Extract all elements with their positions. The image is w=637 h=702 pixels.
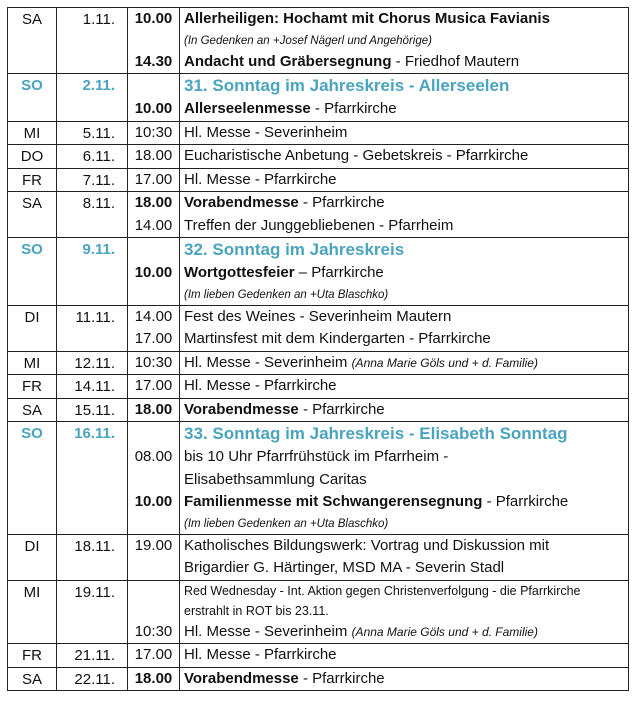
- time-line: [128, 262, 179, 285]
- event-time: 14.30: [134, 52, 173, 70]
- description-cell: [180, 145, 629, 169]
- time-line: [128, 621, 179, 644]
- event-title: Vorabendmesse: [184, 194, 299, 211]
- event-line: [184, 98, 628, 121]
- schedule-row: [8, 534, 629, 580]
- time-line: [128, 285, 179, 305]
- event-location: bis 10 Uhr Pfarrfrühstück im Pfarrheim -: [184, 448, 449, 465]
- event-location: - Pfarrkirche: [482, 493, 569, 510]
- date-cell: 2.11.: [57, 74, 128, 122]
- date-cell: 11.11.: [57, 305, 128, 351]
- description-cell: [180, 422, 629, 535]
- event-time: 10.00: [134, 10, 173, 27]
- event-title: Andacht und Gräbersegnung: [184, 52, 392, 70]
- event-line: erstrahlt in ROT bis 23.11.: [184, 603, 329, 618]
- event-time: 18.00: [134, 400, 173, 418]
- schedule-row: [8, 375, 629, 399]
- description-cell: [180, 192, 629, 238]
- day-cell: DO: [8, 145, 57, 169]
- time-line: [128, 668, 179, 691]
- time-line: [128, 169, 179, 192]
- time-line: [128, 31, 179, 51]
- event-line: [184, 145, 628, 168]
- event-line: [184, 469, 628, 492]
- event-title: Vorabendmesse: [184, 400, 299, 418]
- description-cell: [180, 8, 629, 74]
- event-location: Hl. Messe - Severinheim: [184, 353, 352, 371]
- time-line: [128, 145, 179, 168]
- time-line: [128, 581, 179, 601]
- schedule-row: [8, 580, 629, 644]
- event-location: - Pfarrkirche: [310, 100, 397, 117]
- date-cell: 6.11.: [57, 145, 128, 169]
- day-cell: SA: [8, 398, 57, 422]
- event-line: [184, 621, 628, 644]
- event-line: [184, 668, 628, 691]
- date-cell: 5.11.: [57, 121, 128, 145]
- time-cell: [128, 305, 180, 351]
- date-cell: 15.11.: [57, 398, 128, 422]
- description-cell: [180, 168, 629, 192]
- event-time: 18.00: [134, 669, 173, 687]
- description-cell: [180, 534, 629, 580]
- event-line: [184, 122, 628, 145]
- event-location: Martinsfest mit dem Kindergarten - Pfarrkirche: [184, 330, 491, 347]
- schedule-row: [8, 398, 629, 422]
- event-location: - Pfarrkirche: [298, 669, 385, 687]
- time-line: [128, 328, 179, 351]
- schedule-row: [8, 192, 629, 238]
- day-cell: DI: [8, 305, 57, 351]
- event-title: Allerseelenmesse: [184, 100, 311, 117]
- event-time: 17.00: [134, 170, 173, 188]
- description-cell: [180, 238, 629, 306]
- time-line: [128, 491, 179, 514]
- event-location: Hl. Messe - Pfarrkirche: [184, 646, 337, 663]
- event-time: 14.00: [134, 216, 173, 234]
- event-line: [184, 352, 628, 375]
- time-line: [128, 122, 179, 145]
- time-line: [128, 306, 179, 329]
- date-cell: 9.11.: [57, 238, 128, 306]
- event-line: [184, 446, 628, 469]
- event-location: Elisabethsammlung Caritas: [184, 470, 367, 488]
- event-location: Hl. Messe - Pfarrkirche: [184, 170, 337, 188]
- time-line: [128, 192, 179, 215]
- schedule-row: [8, 422, 629, 535]
- time-line: [128, 644, 179, 667]
- event-line: [184, 491, 628, 514]
- event-time: 10.00: [134, 264, 173, 281]
- schedule-row: [8, 74, 629, 122]
- day-cell: SA: [8, 8, 57, 74]
- event-time: 18.00: [134, 194, 173, 211]
- event-location: - Friedhof Mautern: [391, 52, 520, 70]
- date-cell: 8.11.: [57, 192, 128, 238]
- time-line: [128, 98, 179, 121]
- event-schedule-table: [7, 7, 629, 691]
- event-location: Treffen der Junggebliebenen - Pfarrheim: [184, 216, 454, 234]
- time-cell: [128, 351, 180, 375]
- event-title: Allerheiligen: Hochamt mit Chorus Musica Favianis: [184, 10, 550, 27]
- day-cell: SO: [8, 74, 57, 122]
- description-cell: [180, 375, 629, 399]
- time-cell: [128, 8, 180, 74]
- event-time: 14.00: [134, 307, 173, 325]
- schedule-row: [8, 145, 629, 169]
- event-time: 10:30: [134, 622, 173, 640]
- event-title: Familienmesse mit Schwangerensegnung: [184, 493, 483, 510]
- event-location: - Pfarrkirche: [298, 400, 385, 418]
- time-cell: [128, 238, 180, 306]
- date-cell: 22.11.: [57, 667, 128, 691]
- event-time: 10:30: [134, 123, 173, 141]
- description-cell: [180, 667, 629, 691]
- time-cell: [128, 422, 180, 535]
- date-cell: 14.11.: [57, 375, 128, 399]
- event-location: Fest des Weines - Severinheim Mautern: [184, 307, 452, 325]
- sunday-title: 32. Sonntag im Jahreskreis: [184, 240, 405, 259]
- date-cell: 18.11.: [57, 534, 128, 580]
- event-location: Katholisches Bildungswerk: Vortrag und Diskussion mit: [184, 536, 550, 554]
- time-line: [128, 8, 179, 31]
- time-cell: [128, 534, 180, 580]
- event-line: [184, 215, 628, 238]
- event-line: [184, 535, 628, 558]
- time-cell: [128, 375, 180, 399]
- day-cell: SA: [8, 192, 57, 238]
- event-line: [184, 644, 628, 667]
- schedule-row: [8, 238, 629, 306]
- day-cell: FR: [8, 644, 57, 668]
- time-line: [128, 557, 179, 580]
- date-cell: 7.11.: [57, 168, 128, 192]
- time-line: [128, 51, 179, 74]
- time-line: [128, 74, 179, 98]
- day-cell: SO: [8, 422, 57, 535]
- sunday-title: 31. Sonntag im Jahreskreis - Allerseelen: [184, 76, 510, 95]
- day-cell: MI: [8, 121, 57, 145]
- day-cell: MI: [8, 351, 57, 375]
- event-title: Wortgottesfeier: [184, 264, 295, 281]
- event-time: 18.00: [134, 147, 173, 164]
- event-line: [184, 375, 628, 398]
- time-cell: [128, 580, 180, 644]
- description-cell: [180, 305, 629, 351]
- event-location: Brigardier G. Härtinger, MSD MA - Severin Stadl: [184, 559, 505, 576]
- event-line: [184, 262, 628, 285]
- event-line: [184, 8, 628, 31]
- date-cell: 1.11.: [57, 8, 128, 74]
- day-cell: FR: [8, 375, 57, 399]
- event-line: [184, 557, 628, 580]
- description-cell: [180, 580, 629, 644]
- event-line: Red Wednesday - Int. Aktion gegen Christenverfolgung - die Pfarrkirche: [184, 583, 581, 598]
- description-cell: [180, 351, 629, 375]
- intention-note: (Anna Marie Göls und + d. Familie): [351, 355, 538, 370]
- schedule-row: [8, 168, 629, 192]
- event-line: [184, 192, 628, 215]
- event-location: Hl. Messe - Pfarrkirche: [184, 377, 337, 394]
- event-location: Hl. Messe - Severinheim: [184, 622, 352, 640]
- schedule-row: [8, 305, 629, 351]
- time-cell: [128, 168, 180, 192]
- time-line: [128, 399, 179, 422]
- description-cell: [180, 644, 629, 668]
- time-line: [128, 446, 179, 469]
- date-cell: 16.11.: [57, 422, 128, 535]
- day-cell: SO: [8, 238, 57, 306]
- time-line: [128, 238, 179, 262]
- time-cell: [128, 74, 180, 122]
- day-cell: FR: [8, 168, 57, 192]
- intention-note: (Anna Marie Göls und + d. Familie): [351, 624, 538, 639]
- day-cell: MI: [8, 580, 57, 644]
- time-line: [128, 601, 179, 621]
- event-location: – Pfarrkirche: [294, 264, 384, 281]
- time-line: [128, 535, 179, 558]
- event-time: 10:30: [134, 353, 173, 371]
- time-cell: [128, 192, 180, 238]
- time-line: [128, 469, 179, 492]
- schedule-body: [8, 8, 629, 691]
- event-location: - Pfarrkirche: [298, 194, 385, 211]
- schedule-row: [8, 644, 629, 668]
- schedule-row: [8, 667, 629, 691]
- schedule-row: [8, 8, 629, 74]
- event-time: 10.00: [134, 100, 173, 117]
- event-line: [184, 169, 628, 192]
- event-line: [184, 399, 628, 422]
- sunday-title: 33. Sonntag im Jahreskreis - Elisabeth Sonntag: [184, 424, 568, 443]
- schedule-row: [8, 351, 629, 375]
- time-line: [128, 422, 179, 446]
- event-time: 10.00: [134, 493, 173, 510]
- event-time: 19.00: [134, 536, 173, 554]
- event-title: Vorabendmesse: [184, 669, 299, 687]
- time-cell: [128, 667, 180, 691]
- date-cell: 21.11.: [57, 644, 128, 668]
- day-cell: SA: [8, 667, 57, 691]
- day-cell: DI: [8, 534, 57, 580]
- time-cell: [128, 121, 180, 145]
- description-cell: [180, 398, 629, 422]
- memorial-note: (In Gedenken an +Josef Nägerl und Angehörige): [184, 34, 432, 47]
- event-line: [184, 51, 628, 74]
- time-line: [128, 215, 179, 238]
- time-line: [128, 514, 179, 534]
- event-location: Hl. Messe - Severinheim: [184, 123, 348, 141]
- time-cell: [128, 398, 180, 422]
- event-line: [184, 306, 628, 329]
- event-location: Eucharistische Anbetung - Gebetskreis - Pfarrkirche: [184, 147, 529, 164]
- event-line: [184, 328, 628, 351]
- date-cell: 12.11.: [57, 351, 128, 375]
- event-time: 17.00: [134, 330, 173, 347]
- time-line: [128, 352, 179, 375]
- time-cell: [128, 644, 180, 668]
- time-cell: [128, 145, 180, 169]
- event-time: 08.00: [134, 448, 173, 465]
- description-cell: [180, 121, 629, 145]
- event-time: 17.00: [134, 646, 173, 663]
- description-cell: [180, 74, 629, 122]
- memorial-note: (Im lieben Gedenken an +Uta Blaschko): [184, 288, 389, 301]
- schedule-row: [8, 121, 629, 145]
- memorial-note: (Im lieben Gedenken an +Uta Blaschko): [184, 517, 389, 530]
- event-time: 17.00: [134, 377, 173, 394]
- time-line: [128, 375, 179, 398]
- date-cell: 19.11.: [57, 580, 128, 644]
